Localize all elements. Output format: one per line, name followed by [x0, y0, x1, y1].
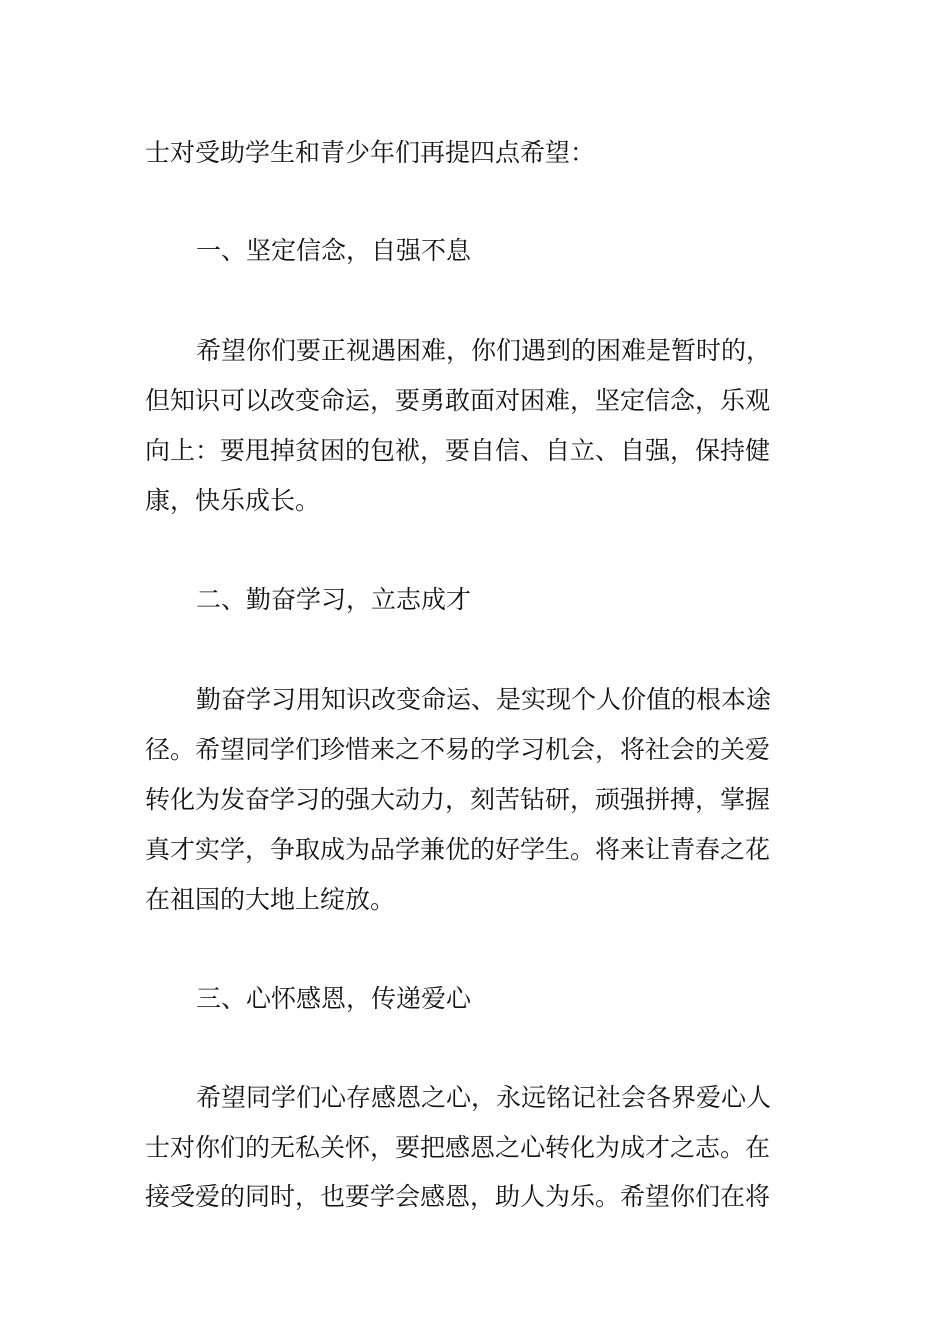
section-heading-3: 三、心怀感恩，传递爱心	[196, 984, 472, 1013]
body-text-line: 但知识可以改变命运，要勇敢面对困难，坚定信念，乐观	[145, 386, 771, 415]
body-text-line: 勤奋学习用知识改变命运、是实现个人价值的根本途	[196, 685, 772, 714]
body-text-line: 转化为发奋学习的强大动力，刻苦钻研，顽强拼搏，掌握	[145, 785, 771, 814]
body-text-line: 士对受助学生和青少年们再提四点希望：	[145, 138, 596, 167]
section-heading-2: 二、勤奋学习，立志成才	[196, 585, 472, 614]
body-text-line: 在祖国的大地上绽放。	[145, 885, 396, 914]
body-text-line: 康，快乐成长。	[145, 486, 321, 515]
body-text-line: 真才实学，争取成为品学兼优的好学生。将来让青春之花	[145, 835, 771, 864]
body-text-line: 接受爱的同时，也要学会感恩，助人为乐。希望你们在将	[145, 1182, 771, 1211]
body-text-line: 希望同学们心存感恩之心，永远铭记社会各界爱心人	[196, 1083, 772, 1112]
section-heading-1: 一、坚定信念，自强不息	[196, 236, 472, 265]
body-text-line: 士对你们的无私关怀，要把感恩之心转化为成才之志。在	[145, 1133, 771, 1162]
body-text-line: 向上：要甩掉贫困的包袱，要自信、自立、自强，保持健	[145, 436, 771, 465]
body-text-line: 径。希望同学们珍惜来之不易的学习机会，将社会的关爱	[145, 735, 771, 764]
body-text-line: 希望你们要正视遇困难，你们遇到的困难是暂时的，	[196, 336, 772, 365]
